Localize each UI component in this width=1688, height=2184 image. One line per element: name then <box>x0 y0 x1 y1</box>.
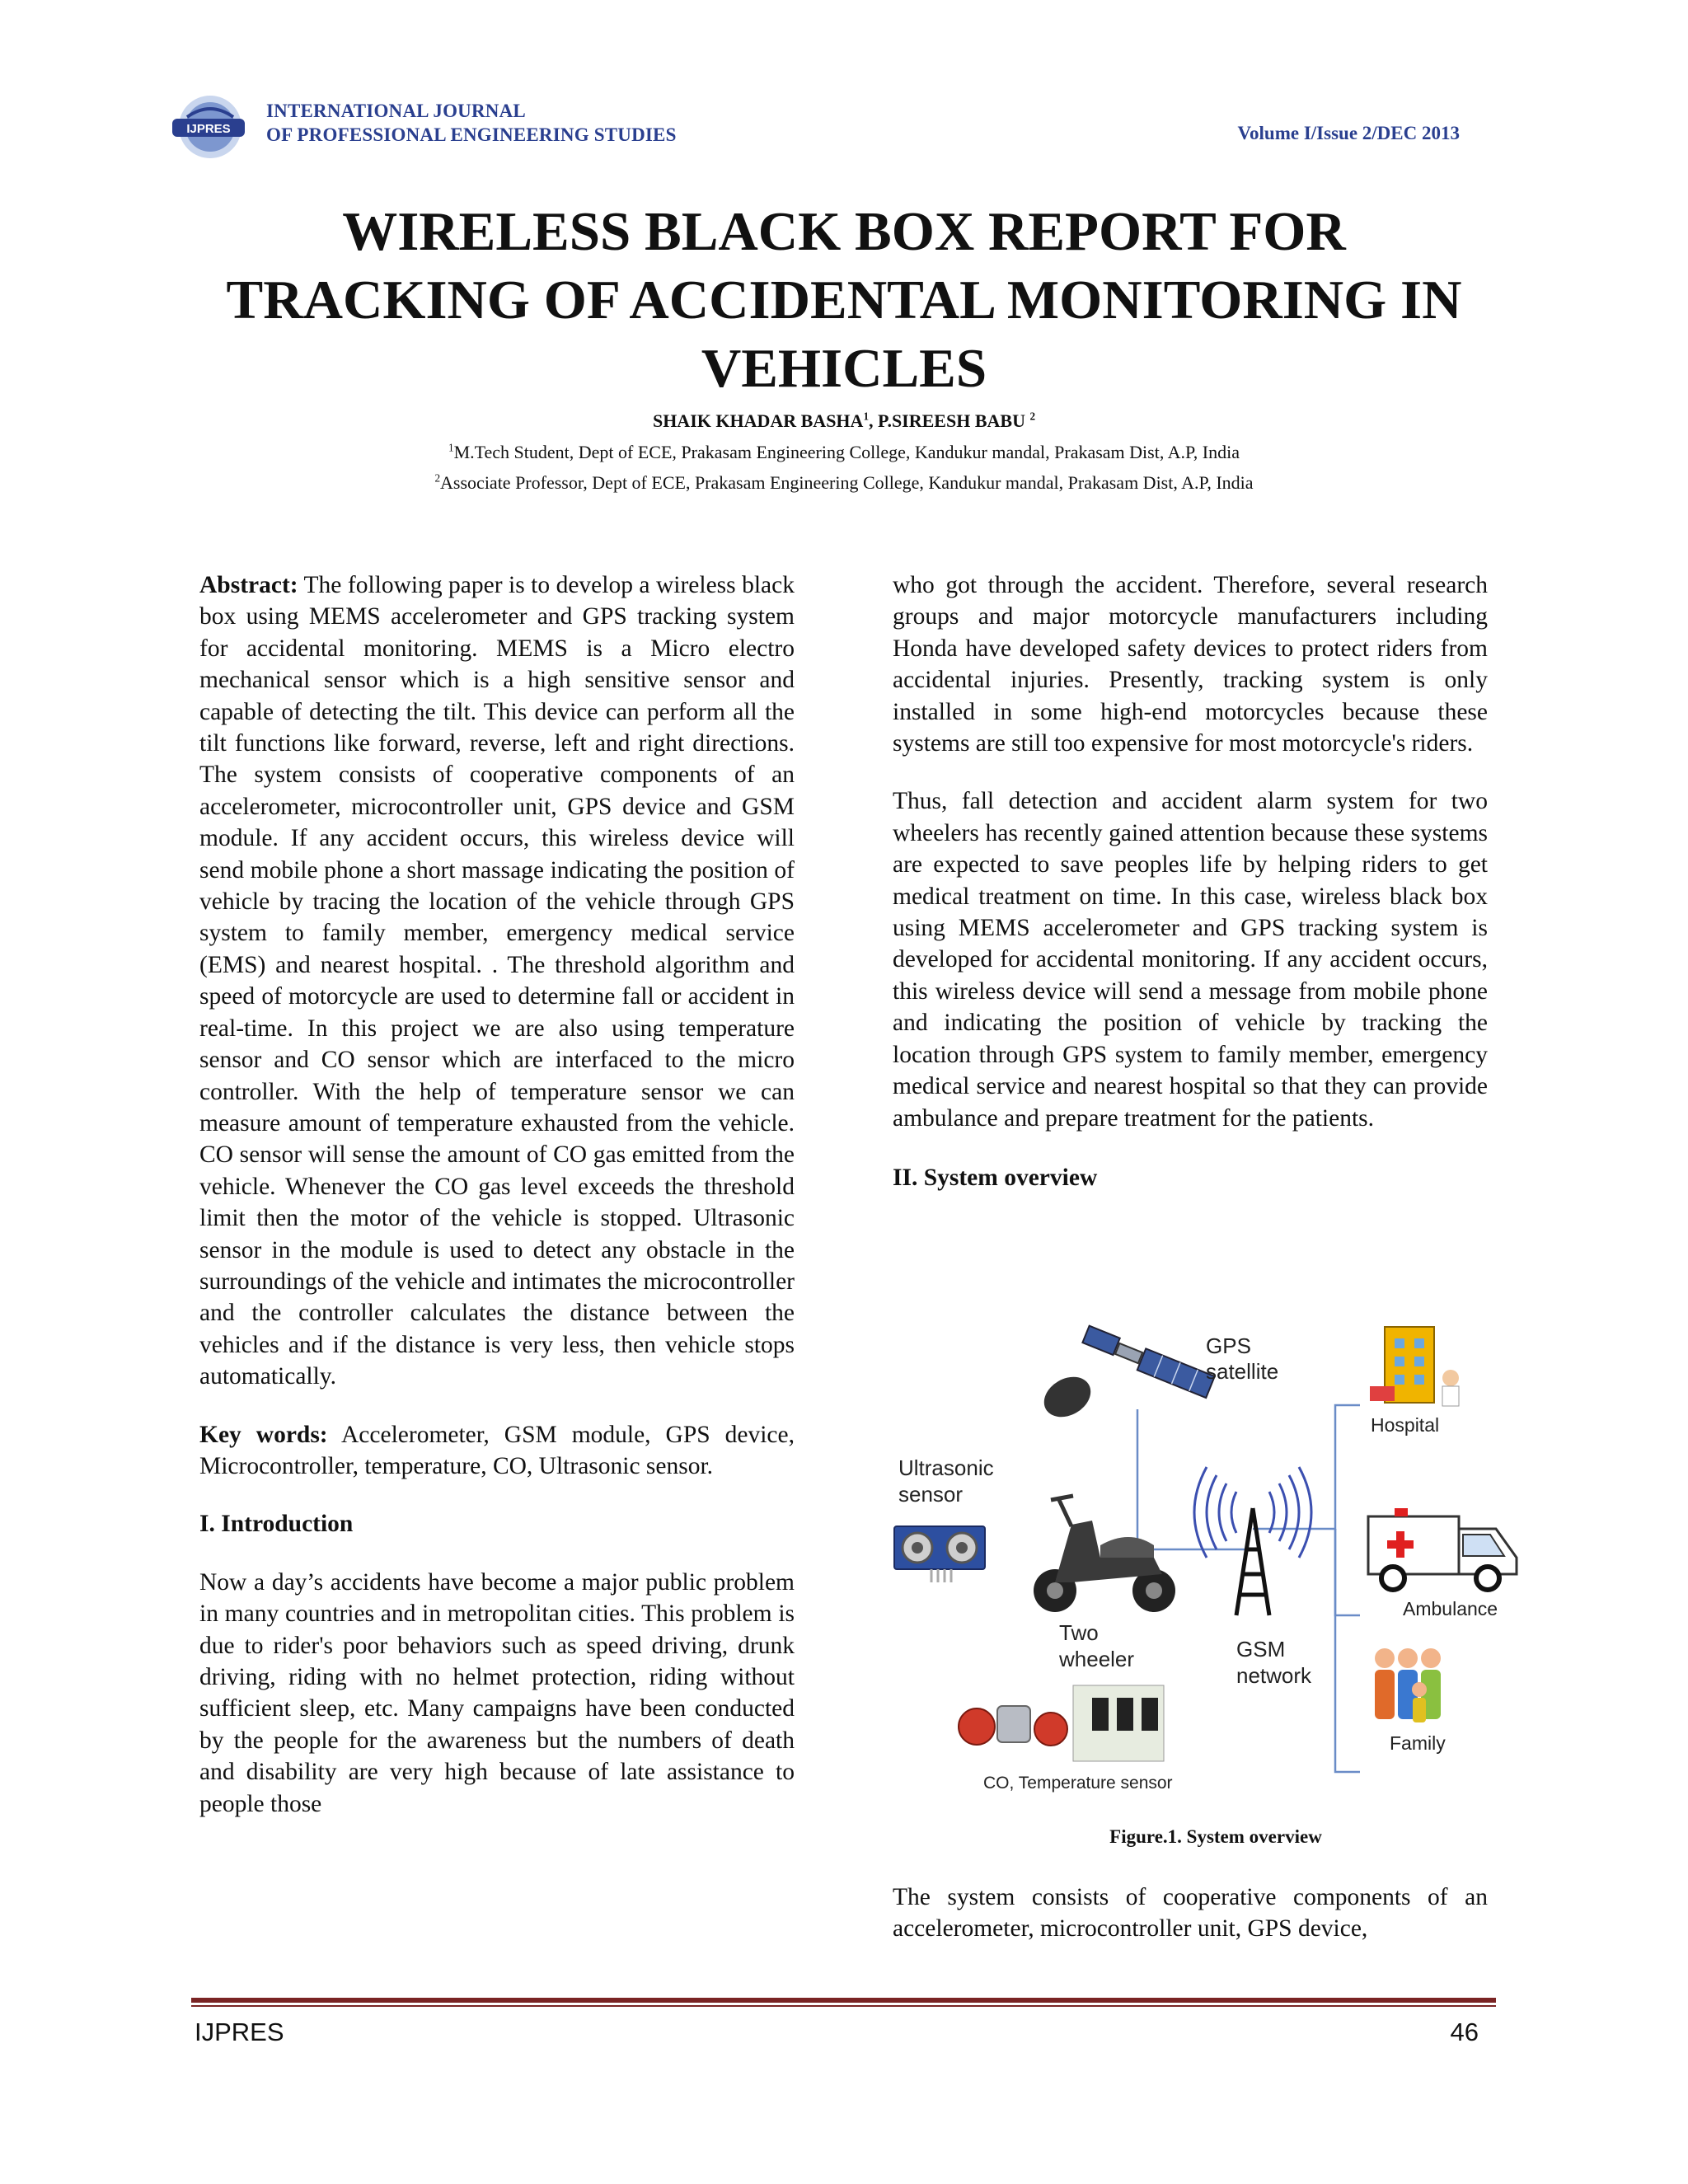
affiliation-1 <box>148 442 1540 463</box>
aff2-sup: 2 <box>434 471 441 485</box>
family-icon <box>1375 1648 1441 1722</box>
aff2-text: Associate Professor, Dept of ECE, Prakasam Engineering College, Kandukur mandal, Prakasam Dist, A.P, India <box>440 472 1254 493</box>
abstract-label: Abstract: <box>199 572 298 598</box>
intro-heading: I. Introduction <box>199 1511 354 1538</box>
right-para3: The system consists of cooperative components of an accelerometer, microcontroller unit, GPS device, <box>893 1884 1488 1943</box>
journal-line2: OF PROFESSIONAL ENGINEERING STUDIES <box>266 124 677 145</box>
abstract-text: The following paper is to develop a wireless black box using MEMS accelerometer and GPS tracking system for accidental monitoring. MEMS is a Micro electro mechanical sensor which is a high sensitive sensor and capable of detecting the tilt. This device can perform all the tilt functions like forward, reverse, left and right directions. The system consists of cooperative components of an accelerometer, microcontroller unit, GPS device and GSM module. If any accident occurs, this wireless device will send mobile phone a short massage indicating the position of vehicle by tracing the location of the vehicle through GPS system to family member, emergency medical service (EMS) and nearest hospital. . The threshold algorithm and speed of motorcycle are used to determine fall or accident in real-time. In this project we are also using temperature sensor and CO sensor which are interfaced to the micro controller. With the help of temperature sensor we can measure amount of temperature exhausted from the vehicle. CO sensor will sense the amount of CO gas emitted from the vehicle. Whenever the CO gas level exceeds the threshold limit then the motor of the vehicle is stopped. Ultrasonic sensor in the module is used to detect any obstacle in the surroundings of the vehicle and intimates the microcontroller and the controller calculates the distance between the vehicles and if the distance is very less, then vehicle stops automatically. <box>199 572 795 1390</box>
volume-issue: Volume I/Issue 2/DEC 2013 <box>1237 123 1460 143</box>
hospital-label: Hospital <box>1371 1414 1440 1436</box>
author1-sup: 1 <box>863 410 870 423</box>
ultrasonic-sensor-icon <box>894 1526 985 1582</box>
gps-label-2: satellite <box>1206 1359 1279 1384</box>
left-column <box>199 569 795 1820</box>
logo-text: IJPRES <box>186 122 231 136</box>
author1: SHAIK KHADAR BASHA <box>652 410 864 431</box>
two-wheeler-label-1: Two <box>1059 1620 1099 1645</box>
scooter-icon <box>1034 1496 1175 1612</box>
footer-journal: IJPRES <box>195 2018 284 2046</box>
two-wheeler-label-2: wheeler <box>1059 1647 1135 1671</box>
abstract <box>199 569 795 1393</box>
gps-satellite-icon <box>1081 1326 1215 1398</box>
title-line3: VEHICLES <box>701 338 987 399</box>
ultrasonic-label-2: sensor <box>898 1482 964 1507</box>
ambulance-label: Ambulance <box>1403 1598 1498 1619</box>
title-line2: TRACKING OF ACCIDENTAL MONITORING IN <box>226 269 1462 330</box>
aff1-sup: 1 <box>448 441 454 454</box>
aff1-text: M.Tech Student, Dept of ECE, Prakasam Engineering College, Kandukur mandal, Prakasam Dist, A.P, India <box>453 442 1240 462</box>
keywords-label: Key words: <box>199 1421 328 1448</box>
keywords-text: Accelerometer, GSM module, GPS device, Microcontroller, temperature, CO, Ultrasonic sensor. <box>199 1421 795 1479</box>
journal-name <box>266 99 677 147</box>
family-label: Family <box>1390 1732 1446 1754</box>
right-para1: who got through the accident. Therefore, several research groups and major motorcycle manufacturers including Honda have developed safety devices to protect riders from accidental injuries. Presently, tracking system is only installed in some high-end motorcycles because these systems are still too expensive for most motorcycle's riders. <box>893 572 1488 757</box>
footer-rule-thin <box>191 2005 1496 2007</box>
keywords <box>199 1419 795 1483</box>
gsm-tower-icon <box>1194 1467 1311 1615</box>
journal-line1: INTERNATIONAL JOURNAL <box>266 101 526 121</box>
paper-title <box>148 198 1540 403</box>
right-column <box>893 569 1488 1193</box>
figure-caption: Figure.1. System overview <box>1109 1826 1322 1847</box>
ambulance-icon <box>1368 1508 1517 1590</box>
section2-heading: II. System overview <box>893 1164 1098 1191</box>
affiliation-2 <box>148 472 1540 494</box>
gps-label-1: GPS <box>1206 1333 1251 1358</box>
title-line1: WIRELESS BLACK BOX REPORT FOR <box>342 201 1346 262</box>
co-temperature-label: CO, Temperature sensor <box>983 1774 1173 1793</box>
co-temperature-sensor-icon <box>959 1685 1164 1761</box>
gsm-label-1: GSM <box>1236 1637 1286 1661</box>
satellite-dish-icon <box>1037 1369 1098 1425</box>
right-column-bottom <box>893 1882 1488 1945</box>
author2: P.SIREESH BABU <box>878 410 1030 431</box>
hospital-icon <box>1370 1327 1459 1406</box>
ultrasonic-label-1: Ultrasonic <box>898 1455 994 1480</box>
authors <box>148 410 1540 432</box>
author2-sup: 2 <box>1029 410 1036 423</box>
gsm-label-2: network <box>1236 1663 1312 1688</box>
right-para2: Thus, fall detection and accident alarm system for two wheelers has recently gained attention because these systems are expected to save peoples life by helping riders to get medical treatment on time. In this case, wireless black box using MEMS accelerometer and GPS tracking system is developed for accidental monitoring. If any accident occurs, this wireless device will send a message from mobile phone and indicating the position of vehicle by tracking the location through GPS system to family member, emergency medical service and nearest hospital so that they can provide ambulance and prepare treatment for the patients. <box>893 788 1488 1132</box>
page-number: 46 <box>1450 2018 1479 2046</box>
system-overview-figure <box>890 1310 1541 1821</box>
intro-text: Now a day’s accidents have become a major public problem in many countries and in metropolitan cities. This problem is due to rider's poor behaviors such as speed driving, drunk driving, riding with no helmet protection, riding without sufficient sleep, etc. Many campaigns have been conducted by the people for the awareness but the numbers of death and disability are very high because of late assistance to people those <box>199 1568 795 1817</box>
footer-rule <box>191 1998 1496 2003</box>
journal-logo-icon <box>169 92 248 162</box>
author-sep: , <box>869 410 879 431</box>
